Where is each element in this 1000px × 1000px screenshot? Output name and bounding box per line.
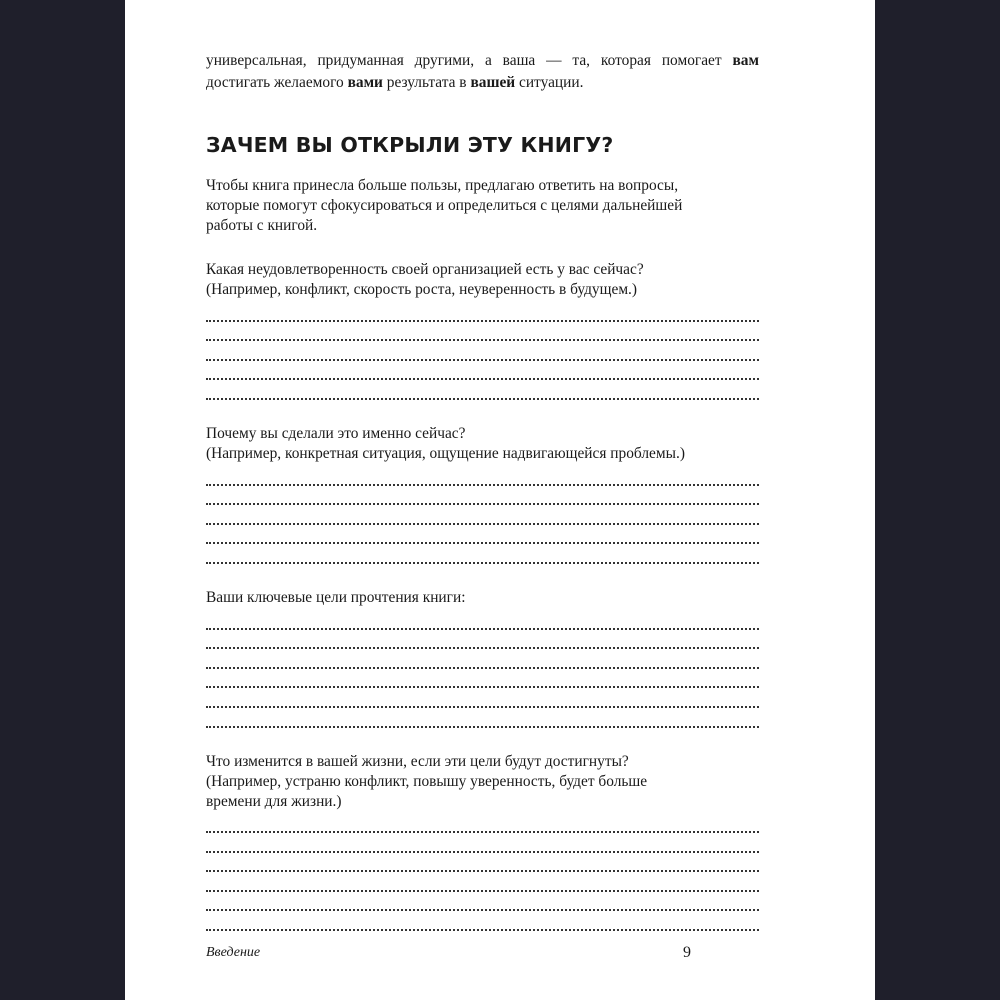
intro-text-1: универсальная, придуманная другими, а ваша — та, которая помогает bbox=[206, 52, 733, 69]
intro-text-4: ситуации. bbox=[515, 74, 584, 91]
lead-line: работы с книгой. bbox=[206, 217, 318, 234]
lead-line: Чтобы книга принесла больше пользы, предлагаю ответить на вопросы, bbox=[206, 177, 679, 194]
answer-line[interactable] bbox=[206, 708, 759, 728]
answer-line[interactable] bbox=[206, 649, 759, 669]
lead-paragraph bbox=[206, 176, 759, 236]
answer-lines[interactable] bbox=[206, 302, 759, 400]
answer-line[interactable] bbox=[206, 525, 759, 545]
section-heading: ЗАЧЕМ ВЫ ОТКРЫЛИ ЭТУ КНИГУ? bbox=[206, 133, 614, 157]
question-text bbox=[206, 260, 759, 300]
answer-line[interactable] bbox=[206, 322, 759, 342]
page-number: 9 bbox=[683, 944, 691, 961]
question-hint: (Например, устраню конфликт, повышу уверенность, будет больше bbox=[206, 772, 648, 790]
question-hint: (Например, конфликт, скорость роста, неуверенность в будущем.) bbox=[206, 281, 638, 298]
book-page bbox=[125, 0, 875, 1000]
question-line: Ваши ключевые цели прочтения книги: bbox=[206, 588, 466, 606]
answer-line[interactable] bbox=[206, 486, 759, 506]
answer-line[interactable] bbox=[206, 853, 759, 873]
intro-bold-1: вам bbox=[732, 52, 759, 69]
answer-line[interactable] bbox=[206, 302, 759, 322]
answer-line[interactable] bbox=[206, 669, 759, 689]
question-hint: (Например, конкретная ситуация, ощущение надвигающейся проблемы.) bbox=[206, 444, 685, 462]
answer-line[interactable] bbox=[206, 688, 759, 708]
intro-bold-2: вами bbox=[347, 74, 383, 91]
footer-section-title: Введение bbox=[206, 945, 261, 960]
question-text bbox=[206, 588, 759, 608]
answer-line[interactable] bbox=[206, 610, 759, 630]
question-hint: времени для жизни.) bbox=[206, 792, 342, 810]
answer-line[interactable] bbox=[206, 505, 759, 525]
answer-line[interactable] bbox=[206, 833, 759, 853]
page-content bbox=[206, 50, 759, 931]
answer-lines[interactable] bbox=[206, 610, 759, 728]
intro-bold-3: вашей bbox=[470, 74, 516, 91]
answer-line[interactable] bbox=[206, 380, 759, 400]
answer-lines[interactable] bbox=[206, 814, 759, 932]
answer-line[interactable] bbox=[206, 814, 759, 834]
answer-line[interactable] bbox=[206, 544, 759, 564]
question-block-4 bbox=[206, 752, 759, 932]
lead-line: которые помогут сфокусироваться и определиться с целями дальнейшей bbox=[206, 197, 683, 214]
question-block-3 bbox=[206, 588, 759, 728]
intro-text-3: результата в bbox=[382, 74, 471, 91]
answer-line[interactable] bbox=[206, 872, 759, 892]
question-block-2 bbox=[206, 424, 759, 564]
answer-line[interactable] bbox=[206, 341, 759, 361]
answer-line[interactable] bbox=[206, 892, 759, 912]
intro-text-2: достигать желаемого bbox=[206, 74, 348, 91]
question-block-1 bbox=[206, 260, 759, 400]
question-line: Какая неудовлетворенность своей организацией есть у вас сейчас? bbox=[206, 261, 644, 278]
question-line: Что изменится в вашей жизни, если эти цели будут достигнуты? bbox=[206, 752, 629, 770]
question-text bbox=[206, 424, 759, 464]
answer-line[interactable] bbox=[206, 911, 759, 931]
intro-paragraph bbox=[206, 50, 759, 94]
answer-lines[interactable] bbox=[206, 466, 759, 564]
answer-line[interactable] bbox=[206, 630, 759, 650]
answer-line[interactable] bbox=[206, 466, 759, 486]
question-text bbox=[206, 752, 759, 812]
question-line: Почему вы сделали это именно сейчас? bbox=[206, 424, 466, 442]
answer-line[interactable] bbox=[206, 361, 759, 381]
